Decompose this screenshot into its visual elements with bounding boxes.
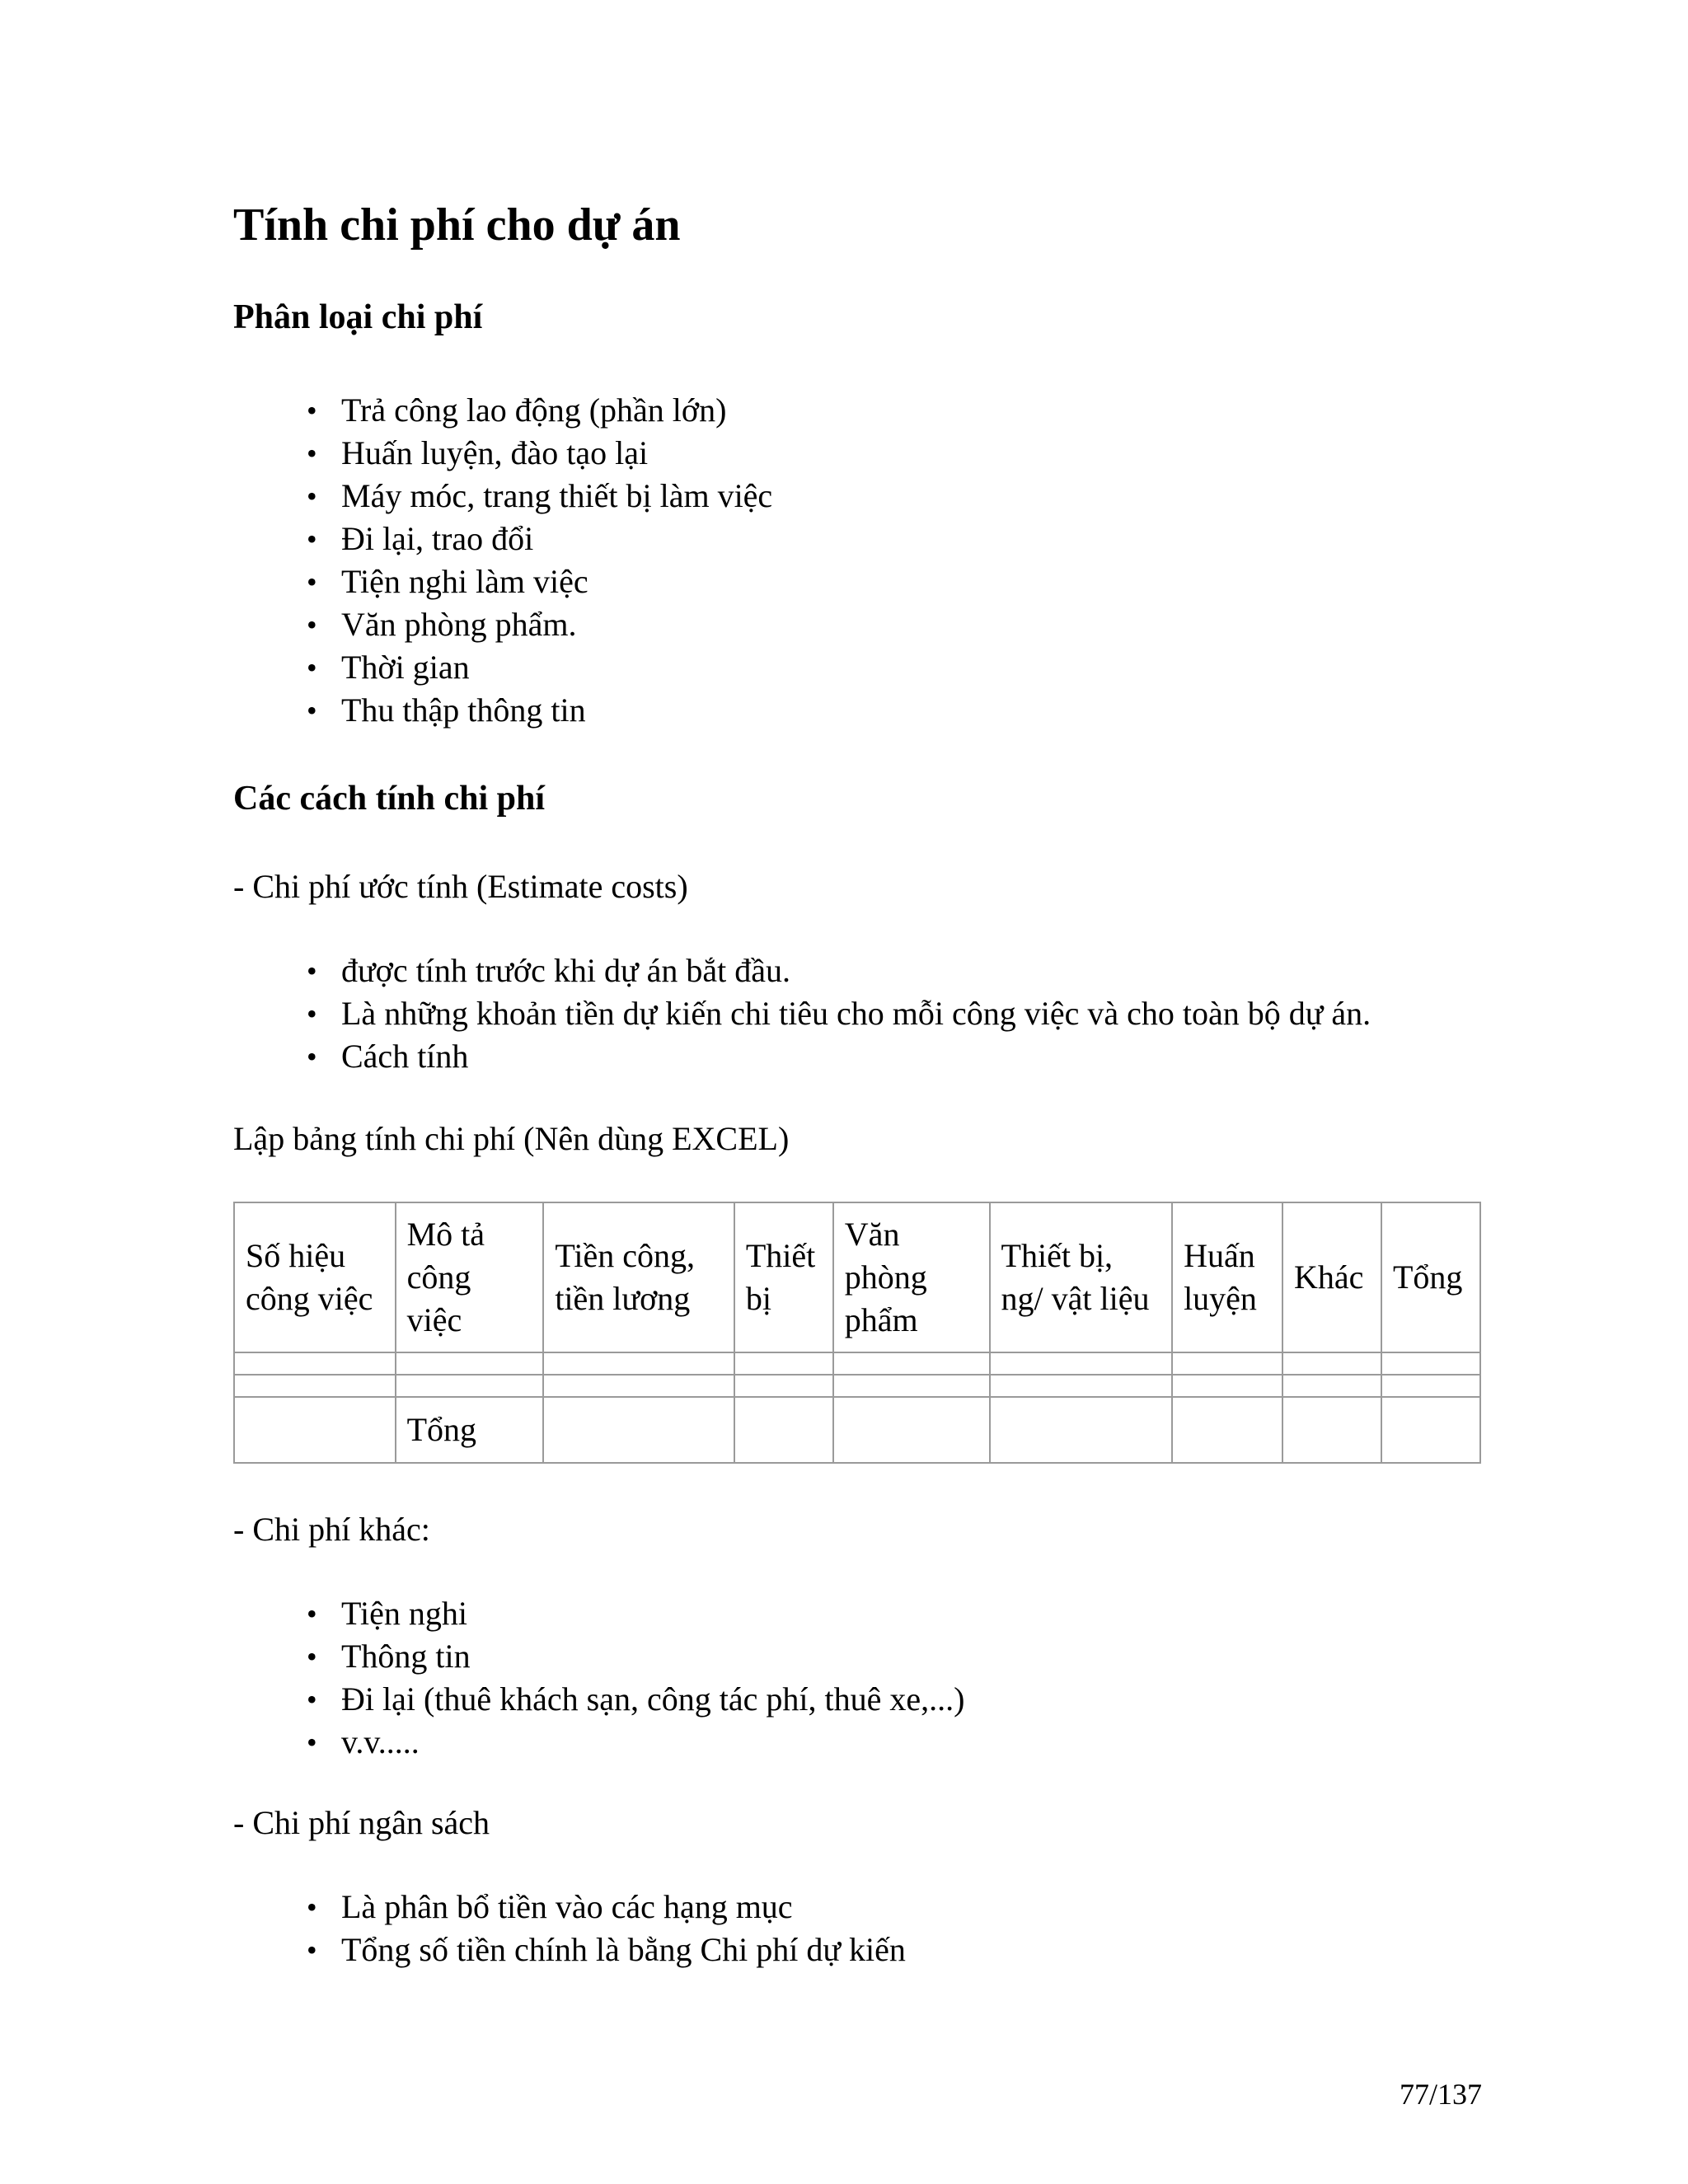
table-row bbox=[234, 1375, 1480, 1397]
table-cell bbox=[734, 1352, 833, 1375]
column-header-other: Khác bbox=[1282, 1202, 1381, 1352]
list-item: • Tổng số tiền chính là bằng Chi phí dự kiến bbox=[0, 1929, 906, 1971]
list-item: • Đi lại, trao đổi bbox=[0, 518, 772, 560]
table-cell bbox=[1282, 1375, 1381, 1397]
table-cell bbox=[1172, 1375, 1282, 1397]
list-item: • Thời gian bbox=[0, 646, 772, 689]
cost-types-list bbox=[0, 389, 772, 732]
column-header-stationery: Văn phòng phẩm bbox=[833, 1202, 990, 1352]
other-costs-list bbox=[0, 1592, 964, 1764]
table-caption: Lập bảng tính chi phí (Nên dùng EXCEL) bbox=[233, 1120, 790, 1157]
budget-costs-list bbox=[0, 1886, 906, 1971]
table-cell bbox=[734, 1397, 833, 1463]
table-cell bbox=[990, 1375, 1173, 1397]
estimate-costs-label: - Chi phí ước tính (Estimate costs) bbox=[233, 868, 688, 905]
list-item: • Thu thập thông tin bbox=[0, 689, 772, 732]
list-item: • Máy móc, trang thiết bị làm việc bbox=[0, 475, 772, 518]
table-cell bbox=[234, 1397, 396, 1463]
table-total-row bbox=[234, 1397, 1480, 1463]
table-cell bbox=[990, 1352, 1173, 1375]
list-item: • Huấn luyện, đào tạo lại bbox=[0, 432, 772, 475]
table-header-row bbox=[234, 1202, 1480, 1352]
list-item: • được tính trước khi dự án bắt đầu. bbox=[0, 949, 1371, 992]
page-number: 77/137 bbox=[1399, 2078, 1482, 2111]
list-item: • Là những khoản tiền dự kiến chi tiêu cho mỗi công việc và cho toàn bộ dự án. bbox=[0, 992, 1371, 1035]
list-item: • Cách tính bbox=[0, 1035, 1371, 1078]
page-title: Tính chi phí cho dự án bbox=[233, 199, 681, 251]
cost-table bbox=[233, 1202, 1481, 1464]
table-cell bbox=[833, 1397, 990, 1463]
table-cell bbox=[1282, 1352, 1381, 1375]
table-cell bbox=[234, 1375, 396, 1397]
table-cell bbox=[1172, 1397, 1282, 1463]
table-cell bbox=[396, 1375, 544, 1397]
table-cell bbox=[543, 1397, 734, 1463]
table-cell bbox=[990, 1397, 1173, 1463]
column-header-training: Huấn luyện bbox=[1172, 1202, 1282, 1352]
budget-costs-label: - Chi phí ngân sách bbox=[233, 1804, 490, 1841]
table-cell bbox=[734, 1375, 833, 1397]
table-cell bbox=[1381, 1375, 1480, 1397]
list-item: • Văn phòng phẩm. bbox=[0, 603, 772, 646]
list-item: • Là phân bổ tiền vào các hạng mục bbox=[0, 1886, 906, 1929]
table-cell bbox=[1282, 1397, 1381, 1463]
table-cell bbox=[234, 1352, 396, 1375]
list-item: • v.v..... bbox=[0, 1721, 964, 1764]
table-cell bbox=[833, 1375, 990, 1397]
table-cell bbox=[833, 1352, 990, 1375]
list-item: • Thông tin bbox=[0, 1635, 964, 1678]
table-cell bbox=[543, 1375, 734, 1397]
table-row bbox=[234, 1352, 1480, 1375]
column-header-materials: Thiết bị, ng/ vật liệu bbox=[990, 1202, 1173, 1352]
column-header-wages: Tiền công, tiền lương bbox=[543, 1202, 734, 1352]
section-heading-cost-types: Phân loại chi phí bbox=[233, 298, 483, 336]
table-cell bbox=[543, 1352, 734, 1375]
estimate-costs-list bbox=[0, 949, 1371, 1078]
list-item: • Tiện nghi làm việc bbox=[0, 560, 772, 603]
section-heading-costing-methods: Các cách tính chi phí bbox=[233, 780, 546, 818]
list-item: • Trả công lao động (phần lớn) bbox=[0, 389, 772, 432]
list-item: • Tiện nghi bbox=[0, 1592, 964, 1635]
list-item: • Đi lại (thuê khách sạn, công tác phí, thuê xe,...) bbox=[0, 1678, 964, 1721]
other-costs-label: - Chi phí khác: bbox=[233, 1511, 430, 1548]
total-label-cell: Tổng bbox=[396, 1397, 544, 1463]
column-header-total: Tổng bbox=[1381, 1202, 1480, 1352]
column-header-equipment: Thiết bị bbox=[734, 1202, 833, 1352]
column-header-task-id: Số hiệu công việc bbox=[234, 1202, 396, 1352]
table-cell bbox=[1381, 1352, 1480, 1375]
table-cell bbox=[1381, 1397, 1480, 1463]
column-header-task-description: Mô tả công việc bbox=[396, 1202, 544, 1352]
table-cell bbox=[396, 1352, 544, 1375]
table-cell bbox=[1172, 1352, 1282, 1375]
